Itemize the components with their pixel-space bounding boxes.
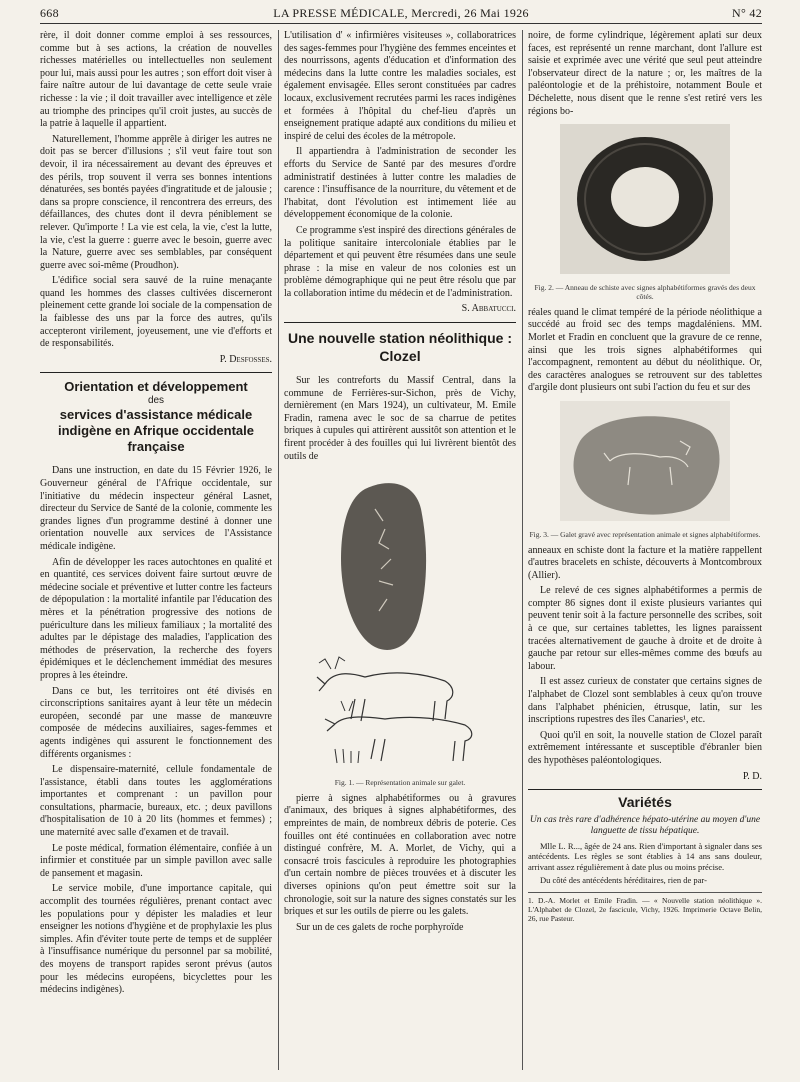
- paragraph: Il est assez curieux de constater que certains signes de l'alphabet de Clozel sont semblables à ceux qu'on trouve dans l'alphabet phénicien, étrusque, latin, sur les inscriptions rupestres des îles Canaries¹, etc.: [528, 676, 762, 726]
- paragraph: Quoi qu'il en soit, la nouvelle station de Clozel paraît extrêmement intéressante et susceptible d'ébranler bien des hypothèses paléontologiques.: [528, 729, 762, 766]
- column-3: [528, 30, 762, 1070]
- title-line: des: [147, 395, 165, 407]
- article-separator: [40, 372, 272, 373]
- page-number: 668: [40, 6, 59, 20]
- column-2: [284, 30, 516, 1070]
- paragraph: Sur les contreforts du Massif Central, dans la commune de Ferrières-sur-Sichon, près de Vichy, dernièrement (en Mars 1924), un cultivateur, M. Emile Fradin, ramena avec le soc de sa charrue de petites briques à cupules qui attirèrent aussitôt son attention et le firent procéder à des fouilles qui lui livrèrent bientôt des outils de: [284, 375, 516, 462]
- figure-caption: Fig. 2. — Anneau de schiste avec signes alphabétiformes gravés des deux côtés.: [534, 282, 756, 301]
- article-separator: [284, 322, 516, 323]
- column-divider-2: [522, 30, 523, 1070]
- paragraph: Sur un de ces galets de roche porphyroïde: [296, 921, 464, 933]
- article-separator: [528, 789, 762, 790]
- figure-1: [284, 469, 516, 774]
- header-rule: [40, 23, 762, 24]
- paragraph: Ce programme s'est inspiré des directions générales de la politique sanitaire intercoloniale établies par le département et qui peuvent être résumées dans une seule phrase : la mise en valeur de nos colonies est un problème démographique qui ne peut être résolu que par la collaboration intime du médecin et de l'administration.: [284, 224, 516, 299]
- article-subtitle: Un cas très rare d'adhérence hépato-utérine au moyen d'une languette de tissu hépatique.: [529, 814, 761, 836]
- title-line: Orientation et développement: [64, 379, 248, 395]
- paragraph: Le relevé de ces signes alphabétiformes a permis de compter 86 signes dont il existe plusieurs variantes qui peuvent tenir soit à la facture personnelle des scribes, soit à ce que, sur certaines tablettes, les lignes paraissent tracées alternativement de gauche à droite et de droite à gauche par retour sur elles-mêmes comme des bœufs au labour.: [528, 585, 762, 672]
- paragraph: Dans une instruction, en date du 15 Février 1926, le Gouverneur général de l'Afrique occidentale, sur l'initiative du médecin inspecteur général Lasnet, directeur du Service de Santé de la colonie, commente les grandes lignes d'un programme destiné à donner une orientation nouvelle aux services de l'Assistance médicale indigène.: [40, 465, 272, 552]
- figure-caption: Fig. 1. — Représentation animale sur galet.: [334, 777, 466, 787]
- paragraph: Mlle L. R..., âgée de 24 ans. Rien d'important à signaler dans ses antécédents. Les règles se sont établies à 14 ans sans douleur, arrivant assez régulièrement à date plus ou moins précise.: [528, 840, 762, 872]
- paragraph: Le dispensaire-maternité, cellule fondamentale de l'assistance, établi dans toutes les agglomérations importantes et comprenant : un pavillon pour consultations, pharmacie, bureaux, etc. ; deux pavillons d'hospitalisation de 10 à 20 lits (hommes et femmes) ; une maternité avec salle d'examen et de travail.: [40, 764, 272, 839]
- paragraph: Le service mobile, d'une importance capitale, qui accomplit des tournées régulières, prenant contact avec les populations pour y dépister les maladies et leur enseigner les notions d'hygiène et de prophylaxie les plus simples. Afin d'éviter toute perte de temps et de suppléer à l'insuffisance numérique du personnel par sa mobilité, des moyens de transport rapides seront prévus (autos pour les médecins européens, bicyclettes pour les médecins indigènes).: [40, 883, 272, 996]
- footnote: 1. D.-A. Morlet et Emile Fradin. — « Nouvelle station néolithique ». L'Alphabet de Clozel, 2e fascicule, Vichy, 1926. Imprimerie Octave Belin, 26, rue Pasteur.: [528, 892, 762, 923]
- author-signature: P. D.: [742, 770, 762, 782]
- paragraph: pierre à signes alphabétiformes ou à gravures d'animaux, des briques à signes alphabétiformes, des empreintes de main, de nombreux débris de poterie. Ces fouilles ont été continuées en collaboration avec notre distingué confrère, M. A. Morlet, de Vichy, qui a consacré trois fascicules à reproduire les photographies d'un certain nombre de pièces trouvées et à discuter les diverses opinions qu'on peut émettre soit sur la chronologie, soit sur la nature des signes constatés sur les briques et sur les outils de pierre ou les galets.: [284, 792, 516, 918]
- author-signature: S. Abbatucci.: [461, 303, 516, 315]
- figure-2: [528, 124, 762, 279]
- article-title: [40, 379, 272, 455]
- figure-3: [528, 401, 762, 526]
- paragraph: L'utilisation d' « infirmières visiteuses », collaboratrices des sages-femmes pour l'hygiène des femmes enceintes et des nourrissons, agents d'éducation et d'information des médecins dans la lutte contre les maladies sociales, est également envisagée. Elles seront constituées par cadres locaux, exclusivement recrutées parmi les races indigènes et formées à l'hôpital du chef-lieu d'après un enseignement pratique adapté aux conditions du milieu et inspiré de celui des écoles de la métropole.: [284, 30, 516, 142]
- column-1: [40, 30, 272, 1070]
- paragraph: rère, il doit donner comme emploi à ses ressources, comme but à ses actions, la création de nouvelles richesses matérielles ou intellectuelles non seulement pour lui, mais aussi pour les autres ; son effort doit viser à faire naître autour de lui davantage de cette seule vraie richesse : la vie ; il doit travailler avec intelligence et zèle au triomphe des principes qu'il croit justes, au succès de la patrie à laquelle il appartient.: [40, 30, 272, 130]
- paragraph: Il appartiendra à l'administration de seconder les efforts du Service de Santé par des mesures d'ordre administratif destinées à lutter contre les maladies de carence : l'insuffisance de la nourriture, du vêtement et de l'habitat, dont l'évolution est intimement liée au développement économique de la colonie.: [284, 146, 516, 221]
- pebble-engraving-illustration: [295, 469, 505, 769]
- schist-ring-photo: [560, 124, 730, 274]
- column-divider-1: [278, 30, 279, 1070]
- paragraph: Du côté des antécédents héréditaires, rien de par-: [540, 875, 707, 886]
- article-title: [284, 329, 516, 365]
- title-line: Une nouvelle station néolithique :: [287, 330, 512, 347]
- title-line: services d'assistance médicale indigène en Afrique occidentale française: [58, 407, 254, 455]
- paragraph: réales quand le climat tempéré de la période néolithique a succédé au froid sec des temps magdaléniens. MM. Morlet et Fradin en concluent que la gravure de ce renne, ainsi que les trois signes alphabétiformes qui l'accompagnent, remontent au début du néolithique. Or, des caractères analogues se retrouvent sur des tablettes d'argile dont plusieurs ont subi l'action du feu et sur des: [528, 306, 762, 394]
- paragraph: Dans ce but, les territoires ont été divisés en circonscriptions sanitaires ayant à leur tête un médecin européen, secondé par une masse de manœuvre composée de médecins auxiliaires, sages-femmes et agents indigènes qui assurent le fonctionnement des différents organismes :: [40, 685, 272, 760]
- paragraph: anneaux en schiste dont la facture et la matière rappellent d'autres bracelets en schiste, découverts à Montcombroux (Allier).: [528, 544, 762, 581]
- paragraph: Afin de développer les races autochtones en qualité et en quantité, ces services doivent faire surtout œuvre de médecine sociale et préventive et lutter contre les facteurs de dépopulation : la mortalité infantile par l'éducation des mères et la pénétration progressive des notions de puériculture dans les milieux familiaux ; la mortalité des adultes par le dépistage des maladies, l'application des méthodes de préservation, la recherche des foyers épidémiques et le déclenchement immédiat des mesures propres à les éteindre.: [40, 556, 272, 681]
- engraved-pebble-photo: [560, 401, 730, 521]
- issue-number: N° 42: [732, 6, 762, 20]
- paragraph: Le poste médical, formation élémentaire, confiée à un infirmier et constituée par un simple pavillon avec salle de pansement et magasin.: [40, 842, 272, 879]
- journal-title: LA PRESSE MÉDICALE, Mercredi, 26 Mai 1926: [273, 6, 529, 20]
- author-signature: P. Desfosses.: [219, 353, 272, 365]
- section-title: Variétés: [618, 794, 672, 811]
- paragraph: noire, de forme cylindrique, légèrement aplati sur deux faces, est représenté un renne marchant, dont l'allure est saisie et exprimée avec une vérité que seul peut atteindre l'observateur direct de la nature ; or, les maîtres de la paléontologie et de la préhistoire, notamment Boule et Déchelette, nous disent que le renne s'est retiré vers les régions bo-: [528, 30, 762, 117]
- title-line: Clozel: [379, 348, 421, 365]
- paragraph: L'édifice social sera sauvé de la ruine menaçante quand les hommes des classes cultivées discerneront pleinement cette grande loi sociale de la compensation de la faiblesse des uns par la force des autres, qu'ils accepteront virilement, joyeusement, une vie d'efforts et de responsabilités.: [40, 275, 272, 350]
- figure-caption: Fig. 3. — Galet gravé avec représentation animale et signes alphabétiformes.: [529, 529, 761, 539]
- paragraph: Naturellement, l'homme apprêle à diriger les autres ne doit pas se bercer d'illusions ; s'il veut faire tout son devoir, il ira nécessairement au devant des épreuves et des périls, trop souvent il verra ses bonnes intentions dénaturées, ses bontés payées d'ingratitude et de jalousie ; dans sa propre conscience, il rencontrera des erreurs, des défaillances, des chutes dont il devra péniblement se relever. Qu'importe ! La vie est cela, la vie, c'est la lutte, la vie, c'est la guerre : guerre avec le besoin, guerre avec la Nature, guerre avec ses semblables, par conséquent guerre avec soi-même (Proudhon).: [40, 133, 272, 271]
